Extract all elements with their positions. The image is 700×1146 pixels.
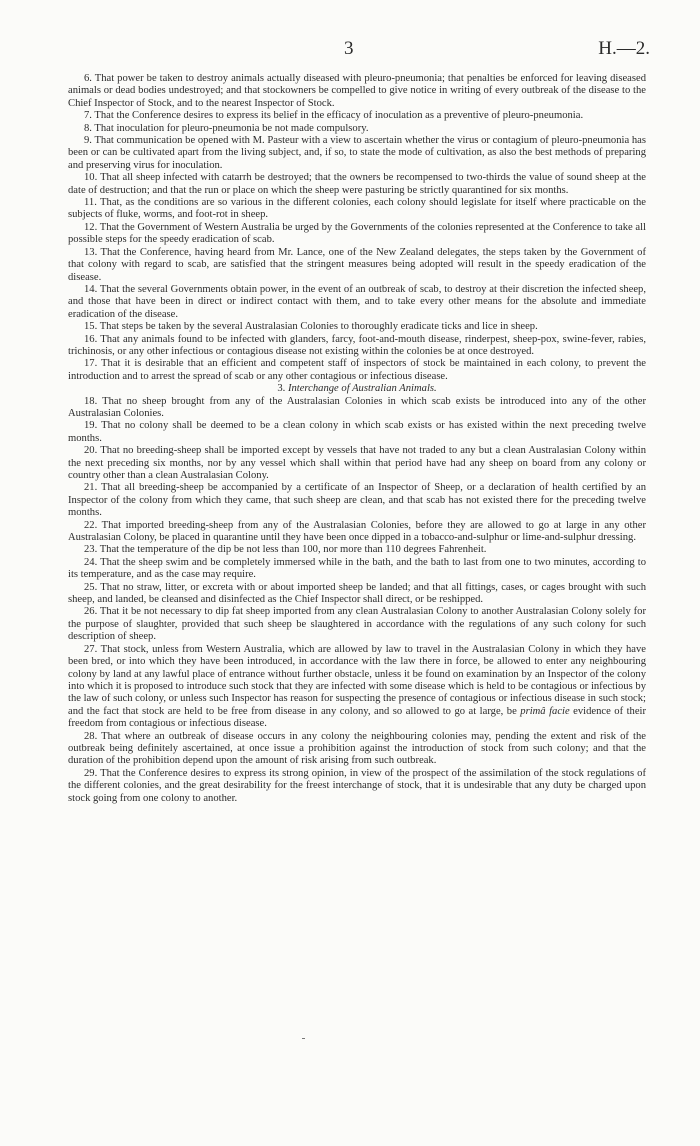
print-mark — [302, 1038, 305, 1039]
paragraph-28: 28. That where an outbreak of disease occurs in any colony the neighbouring colonies may, pending the extent and risk of the outbreak being definitely ascertained, at once issue a prohibition against the introduction of stock from such colony; and that the duration of the prohibition depend upon the amount of risk arising from such outbreak. — [68, 730, 646, 767]
document-reference: H.—2. — [598, 38, 650, 59]
page-header — [68, 38, 650, 64]
paragraph-11: 11. That, as the conditions are so various in the different colonies, each colony should legislate for itself where practicable on the subjects of fluke, worms, and foot-rot in sheep. — [68, 197, 646, 221]
section-heading — [68, 383, 646, 395]
section-title: Interchange of Australian Animals. — [287, 383, 437, 395]
paragraph-6: 6. That power be taken to destroy animals actually diseased with pleuro-pneumonia; that penalties be enforced for leaving diseased animals or dead bodies undestroyed; and that stockowners be compelled to give notice in writing of every outbreak of the disease to the Chief Inspector of Stock, and to the nearest Inspector of Stock. — [68, 73, 646, 109]
paragraph-13: 13. That the Conference, having heard from Mr. Lance, one of the New Zealand delegates, the steps taken by the Government of that colony with regard to scab, are satisfied that the stringent measures being adopted will result in the speedy eradication of the disease. — [68, 246, 646, 283]
paragraph-15: 15. That steps be taken by the several Australasian Colonies to thoroughly eradicate ticks and lice in sheep. — [84, 321, 538, 333]
paragraph-7: 7. That the Conference desires to express its belief in the efficacy of inoculation as a preventive of pleuro-pneumonia. — [84, 110, 584, 122]
paragraph-21: 21. That all breeding-sheep be accompanied by a certificate of an Inspector of Sheep, or a declaration of health certified by an Inspector of the colony from which they came, that such sheep are clean, and that scab has not existed there for the preceding twelve months. — [68, 482, 646, 519]
page-number: 3 — [344, 38, 354, 59]
paragraph-17: 17. That it is desirable that an efficient and competent staff of inspectors of stock be maintained in each colony, to prevent the introduction and to arrest the spread of scab or any other contagious or infectious disease. — [68, 358, 646, 382]
paragraph-27-italic: primâ facie — [520, 705, 570, 717]
paragraph-18: 18. That no sheep brought from any of the Australasian Colonies in which scab exists be introduced into any of the other Australasian Colonies. — [68, 395, 646, 419]
paragraph-29: 29. That the Conference desires to express its strong opinion, in view of the prospect of the assimilation of the stock regulations of the different colonies, and the great desirability for the freest interchange of stock, that it is undesirable that any duty be charged upon stock going from one colony to another. — [68, 767, 646, 804]
paragraph-27-text-end: evidence of their freedom from contagious or infectious disease. — [68, 705, 647, 730]
paragraph-27-text: 27. That stock, unless from Western Australia, which are allowed by law to travel in the Australasian Colony in which they have been bred, or into which they have been introduced, in accordance with the law there in force, be allowed to enter any neighbouring colony by land at any lawful place of entrance without further obstacle, unless it be found on examination by an Inspector of the colony into which it is proposed to introduce such stock that they are infected with some disease which is held to be contagious or infectious by the law of such colony, or unless such Inspector has reason for suspecting the presence of contagious or infectious disease in such stock; and the fact that stock are held to be free from disease in any colony, and so allowed to go at large, be — [68, 643, 646, 717]
section-number: 3. — [277, 383, 286, 395]
paragraph-20: 20. That no breeding-sheep shall be imported except by vessels that have not traded to any but a clean Australasian Colony within the next preceding six months, nor by any vessel which shall within that period have had any sheep on board from any colony or country other than a clean Australasian Colony. — [68, 445, 646, 481]
paragraph-10: 10. That all sheep infected with catarrh be destroyed; that the owners be recompensed to two-thirds the value of sound sheep at the date of destruction; and that the run or place on which the sheep were pasturing be strictly quarantined for six months. — [68, 172, 646, 196]
paragraph-8: 8. That inoculation for pleuro-pneumonia be not made compulsory. — [84, 122, 369, 134]
paragraph-23: 23. That the temperature of the dip be not less than 100, nor more than 110 degrees Fahrenheit. — [84, 544, 487, 556]
document-body — [68, 73, 646, 805]
paragraph-27 — [68, 644, 646, 731]
paragraph-16: 16. That any animals found to be infected with glanders, farcy, foot-and-mouth disease, rinderpest, sheep-pox, swine-fever, rabies, trichinosis, or any other infectious or contagious disease not existing within the colonies be at once destroyed. — [68, 333, 646, 357]
paragraph-24: 24. That the sheep swim and be completely immersed while in the bath, and the bath to last from one to two minutes, according to its temperature, and as the case may require. — [68, 556, 646, 581]
paragraph-9: 9. That communication be opened with M. Pasteur with a view to ascertain whether the virus or contagium of pleuro-pneumonia has been or can be cultivated apart from the living subject, and, if so, to state the mode of cultivation, as also the best methods of preparing and preserving virus for inoculation. — [68, 135, 646, 171]
paragraph-25: 25. That no straw, litter, or excreta with or about imported sheep be landed; and that all fittings, cases, or cages brought with such sheep, and landed, be cleansed and disinfected as the Chief Inspector shall direct, or be reshipped. — [68, 581, 646, 606]
paragraph-14: 14. That the several Governments obtain power, in the event of an outbreak of scab, to destroy at their discretion the infected sheep, and those that have been in direct or indirect contact with them, and to take every other means for the absolute and immediate eradication of the disease. — [68, 283, 646, 320]
paragraph-26: 26. That it be not necessary to dip fat sheep imported from any clean Australasian Colony to another Australasian Colony solely for the purpose of slaughter, provided that such sheep be slaughtered in accordance with the regulations of any such colony for such description of sheep. — [68, 606, 646, 643]
paragraph-22: 22. That imported breeding-sheep from any of the Australasian Colonies, before they are allowed to go at large in any other Australasian Colony, be placed in quarantine until they have been once dipped in a tobacco-and-sulphur or lime-and-sulphur dressing. — [68, 519, 646, 544]
paragraph-12: 12. That the Government of Western Australia be urged by the Governments of the colonies represented at the Conference to take all possible steps for the speedy eradication of scab. — [68, 221, 646, 246]
paragraph-19: 19. That no colony shall be deemed to be a clean colony in which scab exists or has existed within the next preceding twelve months. — [68, 420, 646, 444]
